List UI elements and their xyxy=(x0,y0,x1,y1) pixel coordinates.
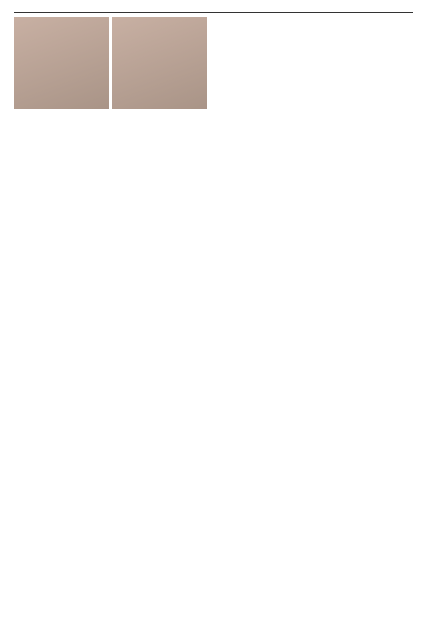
figure-panel-a xyxy=(14,17,109,109)
figure-panel-b xyxy=(112,17,207,109)
right-column xyxy=(218,17,412,115)
figure xyxy=(14,17,208,109)
running-header xyxy=(14,10,413,13)
left-column xyxy=(14,17,208,115)
